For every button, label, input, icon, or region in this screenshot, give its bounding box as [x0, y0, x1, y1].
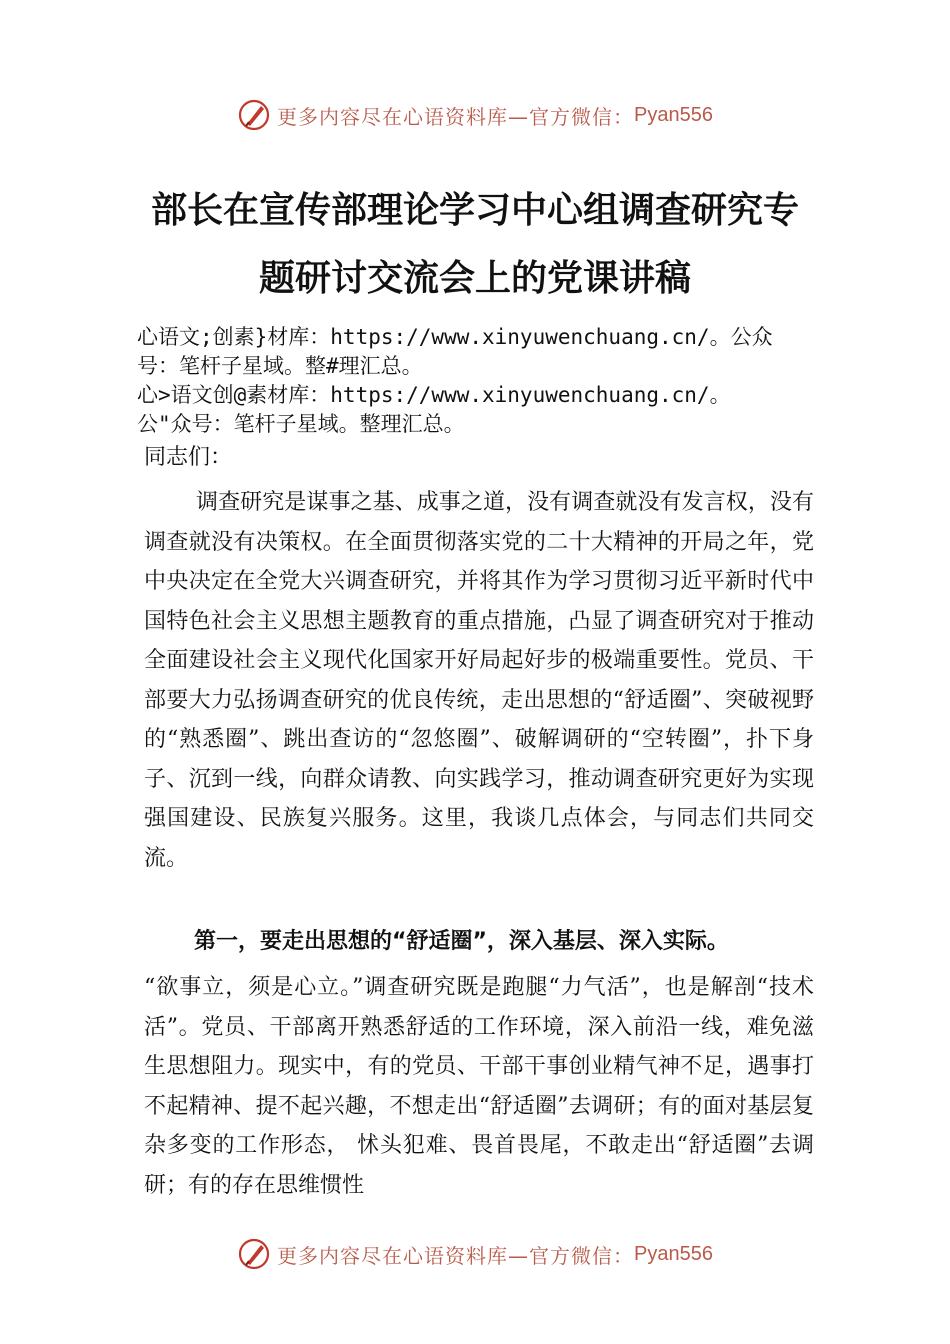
- quill-pen-logo-icon: [237, 98, 271, 132]
- header-banner: [0, 95, 950, 135]
- banner-brand-text: 更多内容尽在心语资料库—: [277, 104, 530, 129]
- banner-wechat-id: Pyan556: [634, 103, 713, 126]
- section-heading-first: 第一，要走出思想的“舒适圈”，深入基层、深入实际。: [194, 929, 729, 954]
- document-title-line-2: 题研讨交流会上的党课讲稿: [258, 257, 691, 299]
- body-paragraph-intro: 调查研究是谋事之基、成事之道，没有调查就没有发言权，没有调查就没有决策权。在全面贯彻落实党的二十大精神的开局之年，党中央决定在全党大兴调查研究，并将其作为学习贯彻习近平新时代中国特色社会主义思想主题教育的重点措施，凸显了调查研究对于推动全面建设社会主义现代化国家开好局起好步的极端重要性。党员、干部要大力弘扬调查研究的优良传统，走出思想的“舒适圈”、突破视野的“熟悉圈”、跳出查访的“忽悠圈”、破解调研的“空转圈”，扑下身子、沉到一线，向群众请教、向实践学习，推动调查研究更好为实现强国建设、民族复兴服务。这里，我谈几点体会，与同志们共同交流。: [144, 490, 814, 871]
- footer-banner: [0, 1234, 950, 1274]
- source-note-line: 公"众号：笔杆子星域。整理汇总。: [137, 412, 465, 436]
- body-paragraph-first-section: “欲事立，须是心立。”调查研究既是跑腿“力气活”，也是解剖“技术活”。党员、干部离开熟悉舒适的工作环境，深入前沿一线，难免滋生思想阻力。现实中，有的党员、干部干事创业精气神不足，遇事打不起精神、提不起兴趣，不想走出“舒适圈”去调研；有的面对基层复杂多变的工作形态， 怵头犯难、畏首畏尾，不敢走出“舒适圈”去调研；有的存在思维惯性: [144, 975, 814, 1198]
- source-note-line: 心>语文创@素材库：https://www.xinyuwenchuang.cn/。: [137, 383, 731, 407]
- banner-brand-text: 更多内容尽在心语资料库—: [277, 1243, 530, 1268]
- banner-wechat-label: 官方微信：: [529, 104, 635, 129]
- salutation: 同志们：: [144, 445, 233, 470]
- source-note-line: 心语文;创素}材库：https://www.xinyuwenchuang.cn/。公众: [137, 325, 773, 349]
- quill-pen-logo-icon: [237, 1237, 271, 1271]
- banner-wechat-id: Pyan556: [634, 1242, 713, 1265]
- document-title-line-1: 部长在宣传部理论学习中心组调查研究专: [150, 189, 799, 231]
- source-note-line: 号：笔杆子星域。整#理汇总。: [137, 354, 423, 378]
- banner-wechat-label: 官方微信：: [529, 1243, 635, 1268]
